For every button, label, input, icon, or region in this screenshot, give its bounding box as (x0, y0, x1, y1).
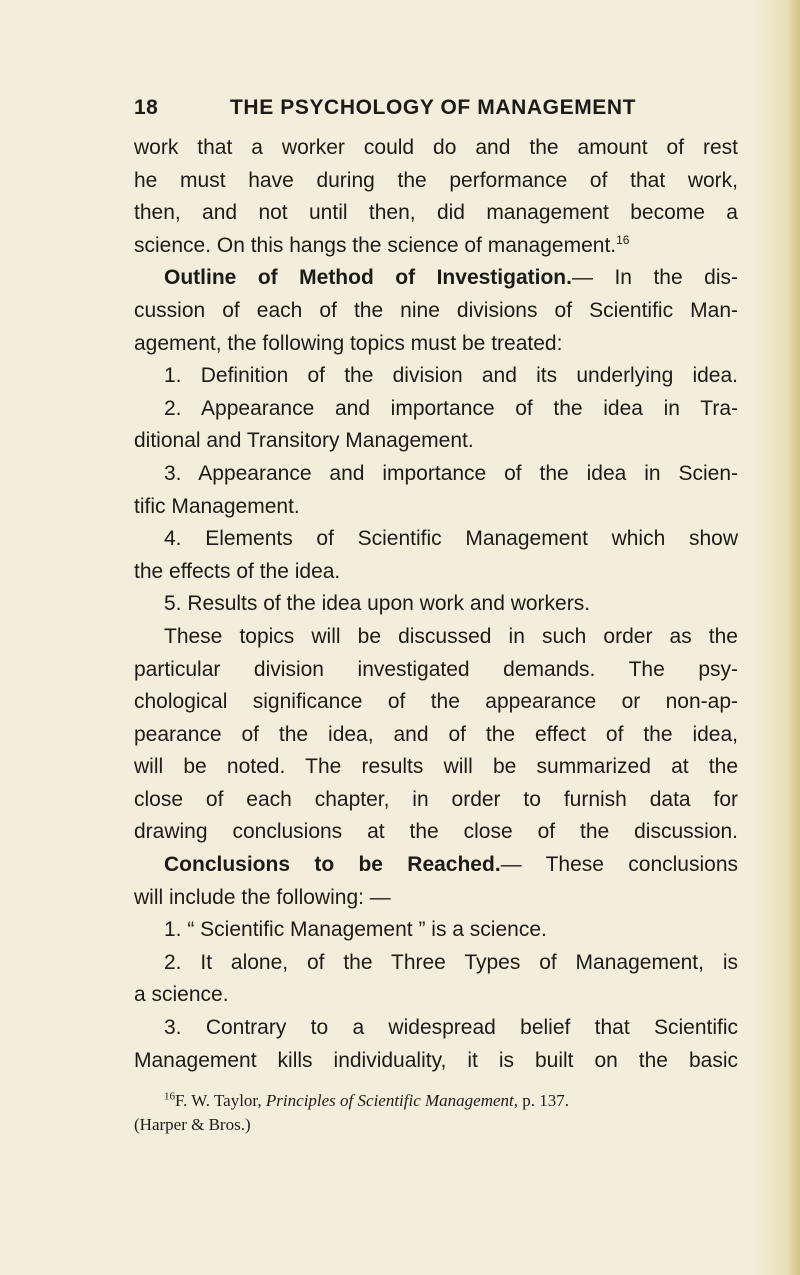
footnote-line-1 (134, 1089, 738, 1113)
text-line (134, 914, 738, 947)
text-line (134, 947, 738, 980)
line-text: tific Management. (134, 494, 300, 518)
line-text: then, and not until then, did management become a (134, 201, 738, 225)
page-header (134, 90, 738, 132)
line-text: close of each chapter, in order to furnish data for (134, 787, 738, 811)
footnote-author: F. W. Taylor, (175, 1091, 262, 1111)
running-head: THE PSYCHOLOGY OF MANAGEMENT (230, 96, 637, 119)
line-text: chological significance of the appearance or non-ap- (134, 690, 738, 714)
book-page (134, 90, 738, 1137)
line-text: the effects of the idea. (134, 559, 341, 583)
footnote-line-2: (Harper & Bros.) (134, 1115, 251, 1135)
text-line (134, 621, 738, 654)
text-line (134, 719, 738, 752)
text-line (134, 491, 738, 524)
text-line (134, 979, 738, 1012)
text-line (134, 686, 738, 719)
line-text: work that a worker could do and the amount of rest (134, 136, 738, 159)
footnotes (134, 1089, 738, 1137)
line-text: 5. Results of the idea upon work and workers. (164, 592, 591, 616)
line-text: will be noted. The results will be summarized at the (134, 755, 738, 779)
text-line (134, 458, 738, 491)
line-text: 4. Elements of Scientific Management which show (164, 527, 738, 551)
line-text: — In the dis- (571, 266, 738, 290)
text-line (134, 360, 738, 393)
text-line (134, 556, 738, 589)
line-text: ditional and Transitory Management. (134, 429, 474, 453)
text-line (134, 751, 738, 784)
line-text: Management kills individuality, it is built on the basic (134, 1048, 738, 1072)
text-line (134, 262, 738, 295)
text-line (134, 849, 738, 882)
line-text: will include the following: — (134, 885, 391, 909)
text-line (134, 197, 738, 230)
text-line (134, 1012, 738, 1045)
text-line (134, 425, 738, 458)
text-line (134, 132, 738, 165)
text-line (134, 816, 738, 849)
line-text: 3. Contrary to a widespread belief that Scientific (164, 1016, 738, 1040)
text-line (134, 328, 738, 361)
line-text: 1. Definition of the division and its underlying idea. (164, 364, 738, 388)
line-text: 1. “ Scientific Management ” is a science. (164, 918, 547, 942)
line-text: 2. Appearance and importance of the idea in Tra- (164, 396, 738, 420)
text-line (134, 523, 738, 556)
footnote-reference: 16 (616, 232, 630, 247)
line-text: drawing conclusions at the close of the discussion. (134, 820, 738, 844)
section-heading: Outline of Method of Investigation. (164, 266, 572, 290)
footnote-page: p. 137. (522, 1091, 570, 1111)
line-text: pearance of the idea, and of the effect of the idea, (134, 722, 738, 746)
text-line (134, 165, 738, 198)
text-line (134, 230, 738, 263)
line-text: 3. Appearance and importance of the idea in Scien- (164, 461, 738, 485)
line-text: These topics will be discussed in such order as the (164, 624, 738, 648)
line-text: a science. (134, 983, 229, 1007)
footnote-marker: 16 (164, 1090, 175, 1103)
text-line (134, 393, 738, 426)
line-text: 2. It alone, of the Three Types of Management, is (164, 950, 738, 974)
line-text: cussion of each of the nine divisions of Scientific Man- (134, 298, 738, 322)
page-number: 18 (134, 96, 159, 119)
body-text (134, 132, 738, 1077)
line-text: particular division investigated demands. The psy- (134, 657, 738, 681)
line-text: — These conclusions (500, 853, 738, 877)
text-line (134, 882, 738, 915)
footnote-title: Principles of Scientific Management, (265, 1091, 519, 1111)
text-line (134, 295, 738, 328)
text-line (134, 784, 738, 817)
line-text: agement, the following topics must be treated: (134, 331, 563, 355)
text-line (134, 588, 738, 621)
line-text: science. On this hangs the science of management. (134, 233, 617, 257)
line-text: he must have during the performance of that work, (134, 168, 738, 192)
text-line (134, 1045, 738, 1078)
page-edge-shading (754, 0, 800, 1275)
text-line (134, 654, 738, 687)
section-heading: Conclusions to be Reached. (164, 853, 501, 877)
